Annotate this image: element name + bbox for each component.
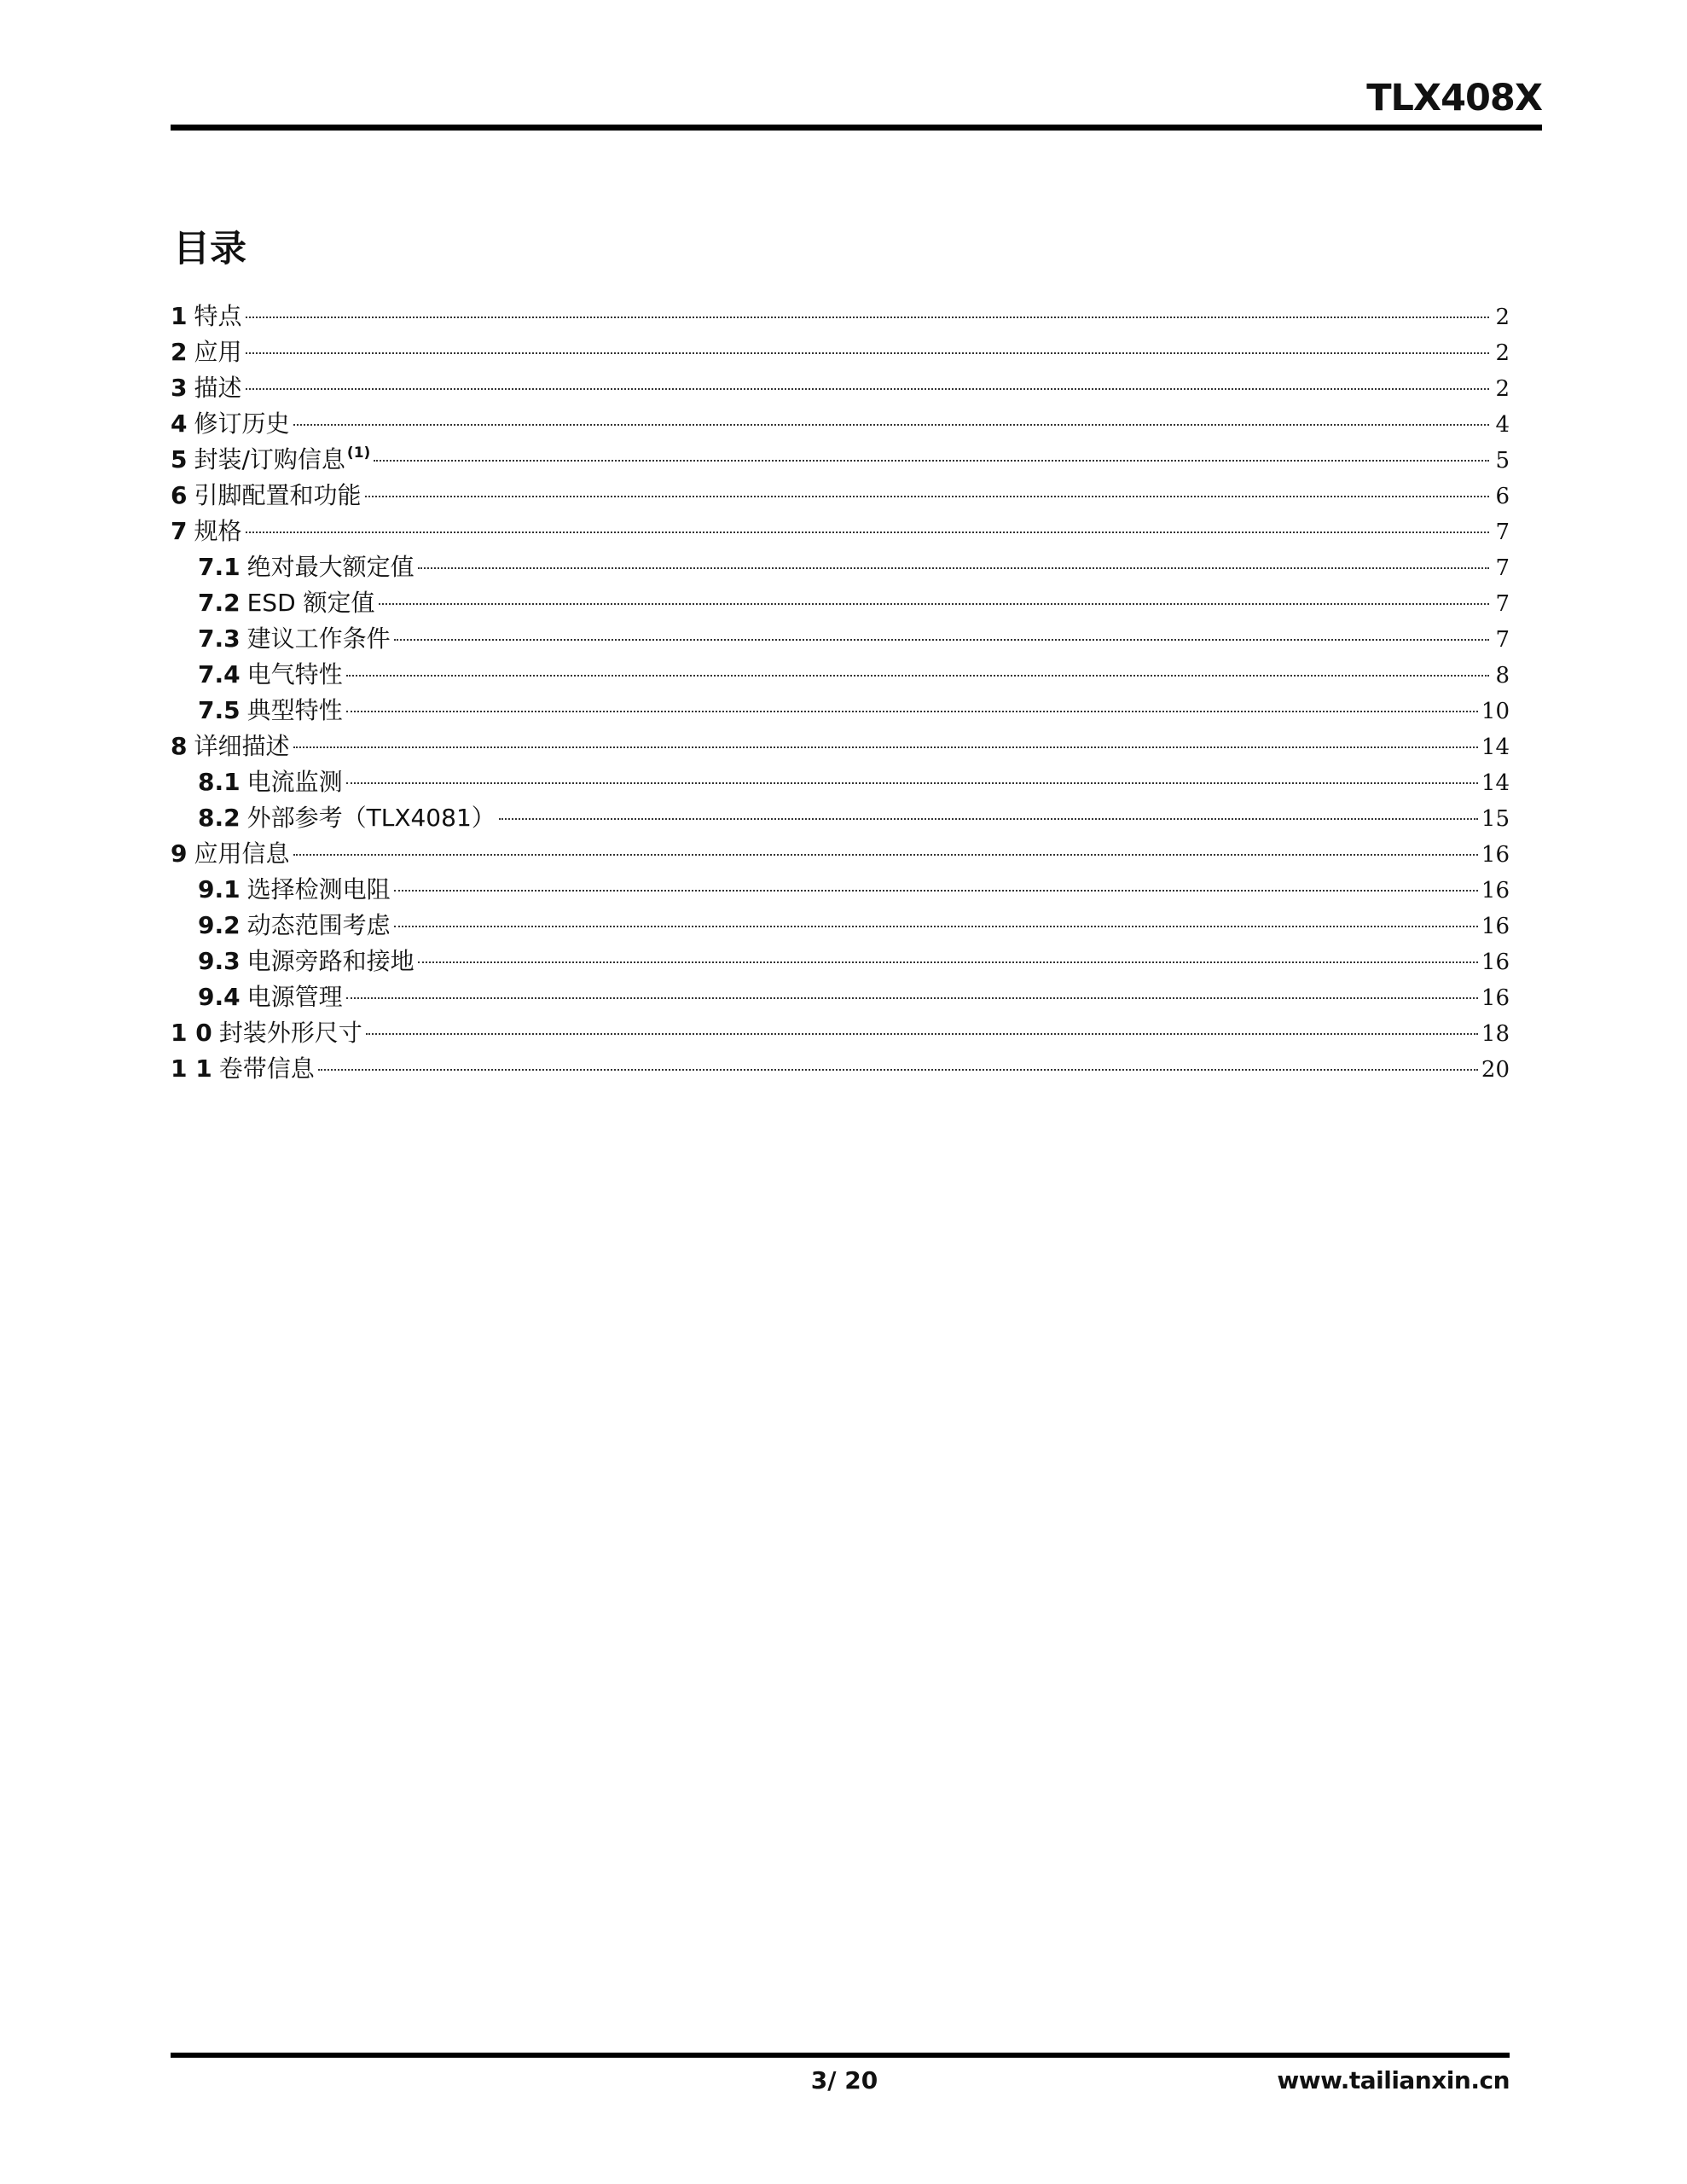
toc-entry[interactable] [171, 872, 1510, 908]
toc-entry-page: 7 [1495, 591, 1510, 617]
toc-entry-number: 7 [171, 517, 188, 545]
toc-entry-title: 修订历史 [194, 410, 290, 438]
toc-entry-number: 9.2 [198, 911, 241, 939]
toc-entry[interactable] [171, 729, 1510, 764]
toc-entry-title: 引脚配置和功能 [194, 481, 362, 509]
toc-dot-leader [394, 639, 1489, 641]
toc-dot-leader [365, 496, 1490, 497]
toc-dot-leader [246, 388, 1490, 390]
toc-entry[interactable] [171, 442, 1510, 478]
toc-entry-number: 9.1 [198, 875, 241, 903]
toc-entry-number: 7.3 [198, 624, 241, 653]
toc-entry[interactable] [171, 1015, 1510, 1051]
toc-entry-page: 4 [1495, 412, 1510, 438]
toc-entry[interactable] [171, 800, 1510, 836]
toc-entry-page: 7 [1495, 555, 1510, 581]
document-header-title: TLX408X [1366, 77, 1542, 119]
toc-entry[interactable] [171, 406, 1510, 442]
toc-entry[interactable] [171, 478, 1510, 514]
toc-entry-page: 15 [1481, 806, 1510, 832]
toc-entry-title: 描述 [194, 374, 242, 402]
toc-dot-leader [379, 603, 1489, 605]
toc-entry[interactable] [171, 979, 1510, 1015]
toc-dot-leader [394, 926, 1478, 927]
toc-entry-title: 电源旁路和接地 [246, 947, 415, 975]
toc-entry-title: 电气特性 [246, 660, 343, 688]
footer-page-number: 3/ 20 [810, 2066, 878, 2094]
toc-entry-title: 选择检测电阻 [246, 875, 391, 903]
toc-entry-page: 16 [1481, 950, 1510, 975]
toc-entry-page: 7 [1495, 520, 1510, 545]
toc-entry-page: 18 [1481, 1021, 1510, 1047]
table-of-contents [171, 299, 1510, 1087]
toc-entry-number: 1 1 [171, 1054, 212, 1083]
toc-dot-leader [246, 352, 1490, 354]
toc-entry-title: 应用信息 [194, 839, 290, 868]
toc-dot-leader [346, 711, 1478, 712]
toc-entry-page: 7 [1495, 627, 1510, 653]
toc-entry-number: 1 0 [171, 1019, 212, 1047]
footer-website[interactable]: www.tailianxin.cn [1277, 2066, 1510, 2094]
toc-entry-number: 8.1 [198, 768, 241, 796]
toc-dot-leader [318, 1069, 1478, 1071]
toc-entry[interactable] [171, 657, 1510, 693]
toc-entry-number: 8 [171, 732, 188, 760]
toc-entry[interactable] [171, 944, 1510, 979]
toc-entry[interactable] [171, 299, 1510, 334]
toc-dot-leader [293, 424, 1490, 426]
toc-dot-leader [246, 531, 1490, 533]
toc-entry-number: 5 [171, 445, 188, 473]
toc-entry-title: 外部参考（TLX4081） [246, 804, 496, 832]
toc-entry-page: 14 [1481, 735, 1510, 760]
toc-entry-title: 绝对最大额定值 [246, 553, 415, 581]
toc-entry[interactable] [171, 514, 1510, 549]
toc-entry[interactable] [171, 764, 1510, 800]
toc-entry-number: 9.4 [198, 983, 241, 1011]
toc-entry-page: 6 [1495, 484, 1510, 509]
toc-entry-number: 4 [171, 410, 188, 438]
toc-entry[interactable] [171, 370, 1510, 406]
toc-entry-page: 16 [1481, 842, 1510, 868]
toc-entry-page: 16 [1481, 914, 1510, 939]
toc-entry-title: 应用 [194, 338, 242, 366]
toc-dot-leader [346, 675, 1489, 677]
toc-entry[interactable] [171, 836, 1510, 872]
toc-entry-title: ESD 额定值 [246, 589, 375, 617]
toc-dot-leader [499, 818, 1478, 820]
toc-entry[interactable] [171, 908, 1510, 944]
toc-entry-title: 详细描述 [194, 732, 290, 760]
toc-dot-leader [374, 460, 1489, 462]
toc-entry-title: 电源管理 [246, 983, 343, 1011]
toc-heading: 目录 [173, 228, 246, 270]
toc-entry-title: 卷带信息 [218, 1054, 315, 1083]
toc-entry-page: 10 [1481, 699, 1510, 724]
toc-entry[interactable] [171, 693, 1510, 729]
toc-entry-number: 7.4 [198, 660, 241, 688]
toc-dot-leader [418, 567, 1489, 569]
toc-dot-leader [418, 961, 1478, 963]
toc-entry-number: 8.2 [198, 804, 241, 832]
toc-entry-title: 建议工作条件 [246, 624, 391, 653]
toc-entry-number: 3 [171, 374, 188, 402]
toc-entry-title: 规格 [194, 517, 242, 545]
toc-entry-title: 封装/订购信息 [194, 445, 345, 473]
toc-entry-page: 8 [1495, 663, 1510, 688]
footer-rule [171, 2053, 1510, 2058]
toc-dot-leader [293, 854, 1478, 856]
toc-entry-number: 7.2 [198, 589, 241, 617]
toc-entry-number: 9.3 [198, 947, 241, 975]
toc-entry-number: 1 [171, 302, 188, 330]
toc-dot-leader [366, 1033, 1478, 1035]
toc-entry-page: 5 [1495, 448, 1510, 473]
toc-entry-number: 7.1 [198, 553, 241, 581]
toc-entry-number: 2 [171, 338, 188, 366]
toc-entry-page: 2 [1495, 340, 1510, 366]
toc-entry-number: 9 [171, 839, 188, 868]
toc-entry[interactable] [171, 621, 1510, 657]
toc-entry-page: 14 [1481, 770, 1510, 796]
toc-entry[interactable] [171, 1051, 1510, 1087]
toc-entry-footnote-mark: (1) [346, 444, 371, 462]
toc-entry-title: 封装外形尺寸 [218, 1019, 362, 1047]
toc-entry-number: 6 [171, 481, 188, 509]
toc-entry-title: 动态范围考虑 [246, 911, 391, 939]
toc-entry-page: 2 [1495, 305, 1510, 330]
toc-entry[interactable] [171, 334, 1510, 370]
toc-entry-title: 电流监测 [246, 768, 343, 796]
toc-entry-page: 20 [1481, 1057, 1510, 1083]
toc-entry[interactable] [171, 585, 1510, 621]
toc-dot-leader [293, 746, 1478, 748]
toc-entry-page: 2 [1495, 376, 1510, 402]
toc-entry-number: 7.5 [198, 696, 241, 724]
toc-entry-page: 16 [1481, 878, 1510, 903]
toc-entry-title: 典型特性 [246, 696, 343, 724]
toc-dot-leader [346, 782, 1478, 784]
toc-dot-leader [394, 890, 1478, 892]
toc-dot-leader [346, 997, 1478, 999]
toc-entry-title: 特点 [194, 302, 242, 330]
header-rule [171, 125, 1542, 131]
toc-entry-page: 16 [1481, 985, 1510, 1011]
toc-dot-leader [246, 317, 1490, 318]
toc-entry[interactable] [171, 549, 1510, 585]
